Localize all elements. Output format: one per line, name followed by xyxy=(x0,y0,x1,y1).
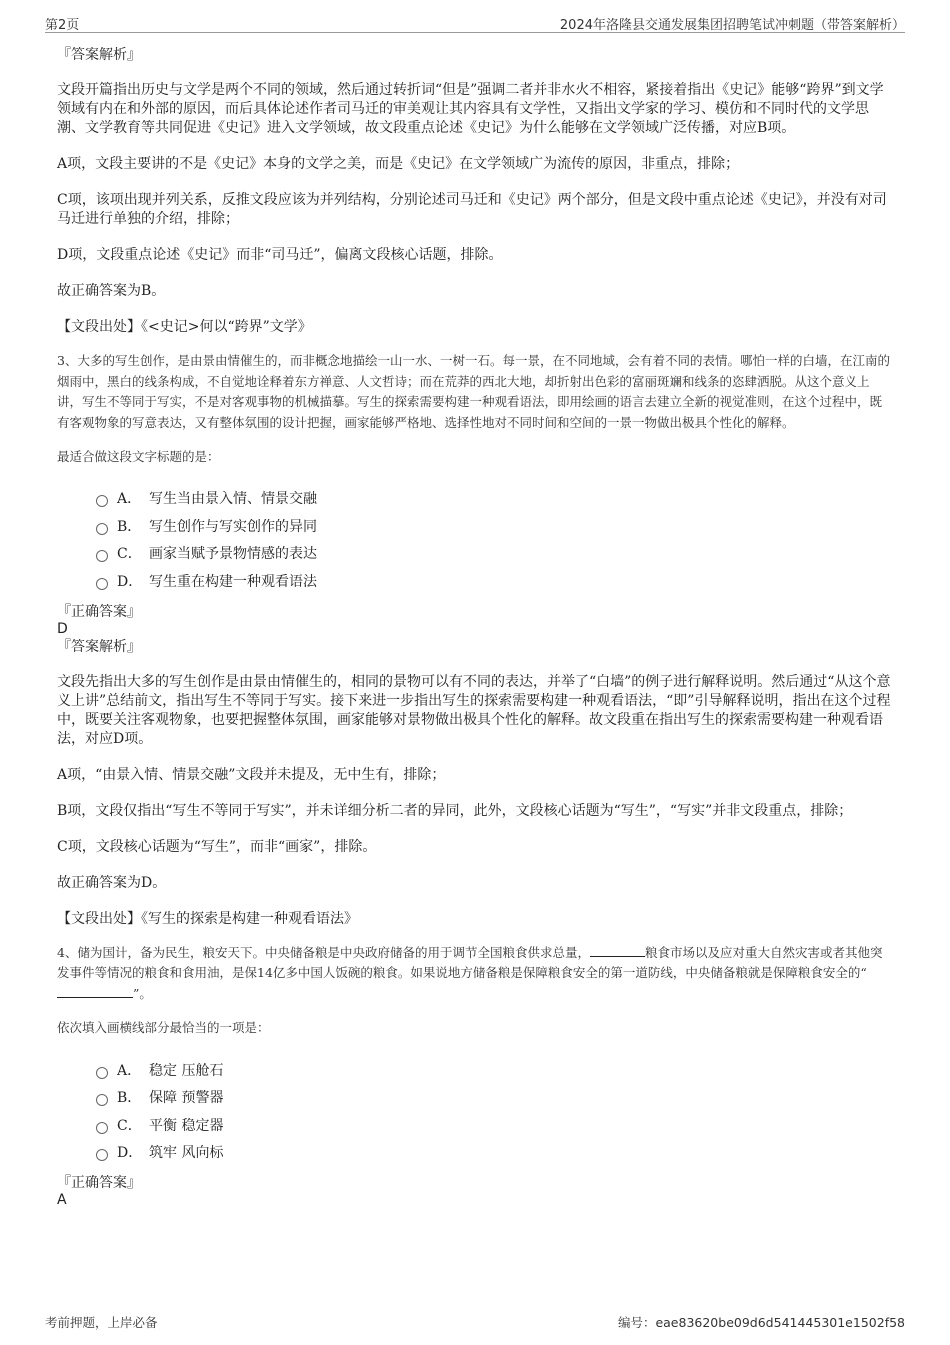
q4-option-b[interactable]: B． 保障 预警器 xyxy=(96,1083,893,1111)
radio-icon[interactable] xyxy=(96,523,108,535)
q4-option-d[interactable]: D． 筑牢 风向标 xyxy=(96,1139,893,1167)
q3-conclusion: 故正确答案为D。 xyxy=(57,874,167,891)
q2-conclusion: 故正确答案为B。 xyxy=(57,283,166,299)
q3-analysis-label: 『答案解析』 xyxy=(57,638,141,655)
q3-option-c-analysis: C项，文段核心话题为“写生”，而非“画家”，排除。 xyxy=(57,838,377,855)
document-code: 编号：eae83620be09d6d541445301e1502f58 xyxy=(617,1315,905,1330)
q2-option-d-analysis: D项，文段重点论述《史记》而非“司马迁”，偏离文段核心话题，排除。 xyxy=(57,247,503,263)
radio-icon[interactable] xyxy=(96,1094,108,1106)
page-number: 第2页 xyxy=(45,18,80,33)
q3-correct-label: 『正确答案』 xyxy=(57,603,141,620)
q3-options xyxy=(96,485,893,595)
q2-source: 【文段出处】《<史记>何以“跨界”文学》 xyxy=(57,319,312,335)
q3-stem: 3、大多的写生创作，是由景由情催生的，而非概念地描绘一山一水、一树一石。每一景，在不同地域，会有着不同的表情。哪怕一样的白墙，在江南的烟雨中，黑白的线条构成，不自觉地诠释着东方禅意、人文哲诗；而在荒莽的西北大地，却折射出色彩的富丽斑斓和线条的恣肆洒脱。从这个意义上讲，写生不等同于写实，不是对客观事物的机械描摹。写生的探索需要构建一种观看语法，即用绘画的语言去建立全新的视觉准则，在这个过程中，既有客观物象的写意表达，又有整体氛围的设计把握，画家能够严格地、选择性地对不同时间和空间的一景一物做出极具个性化的解释。 xyxy=(57,353,890,430)
radio-icon[interactable] xyxy=(96,1122,108,1134)
q2-analysis: 文段开篇指出历史与文学是两个不同的领域，然后通过转折词“但是”强调二者并非水火不相容，紧接着指出《史记》能够“跨界”到文学领域有内在和外部的原因，而后具体论述作者司马迁的审美观让其内容具有文学性，又指出文学家的学习、模仿和不同时代的文学思潮、文学教育等共同促进《史记》进入文学领域，故文段重点论述《史记》为什么能够在文学领域广泛传播，对应B项。 xyxy=(57,82,884,136)
q4-question: 依次填入画横线部分最恰当的一项是： xyxy=(57,1020,270,1036)
q4-correct-answer: A xyxy=(57,1192,67,1209)
page-content xyxy=(57,46,893,1209)
q4-options xyxy=(96,1056,893,1166)
q2-option-c-analysis: C项，该项出现并列关系，反推文段应该为并列结构，分别论述司马迁和《史记》两个部分，但是文段中重点论述《史记》，并没有对司马迁进行单独的介绍，排除； xyxy=(57,192,887,227)
document-title: 2024年洛隆县交通发展集团招聘笔试冲刺题（带答案解析） xyxy=(559,18,905,33)
radio-icon[interactable] xyxy=(96,495,108,507)
q3-option-a[interactable]: A． 写生当由景入情、情景交融 xyxy=(96,485,893,513)
q4-correct-label: 『正确答案』 xyxy=(57,1175,141,1192)
radio-icon[interactable] xyxy=(96,550,108,562)
page-header xyxy=(45,12,905,33)
page-footer xyxy=(45,1313,905,1333)
q2-option-a-analysis: A项，文段主要讲的不是《史记》本身的文学之美，而是《史记》在文学领域广为流传的原因，非重点，排除； xyxy=(57,156,740,172)
q3-source: 【文段出处】《写生的探索是构建一种观看语法》 xyxy=(57,910,358,927)
q2-analysis-label: 『答案解析』 xyxy=(57,47,141,63)
fill-blank xyxy=(590,943,645,957)
q4-option-a[interactable]: A． 稳定 压舱石 xyxy=(96,1056,893,1084)
q4-stem: 4、储为国计，备为民生，粮安天下。中央储备粮是中央政府储备的用于调节全国粮食供求总量， 粮食市场以及应对重大自然灾害或者其他突发事件等情况的粮食和食用油，是保14亿多中国人饭碗的粮食。如果说地方储备粮是保障粮食安全的第一道防线，中央储备粮就是保障粮食安全的“”。 xyxy=(57,944,883,1001)
q3-option-b[interactable]: B． 写生创作与写实创作的异同 xyxy=(96,512,893,540)
footer-slogan: 考前押题，上岸必备 xyxy=(45,1315,158,1330)
q3-option-b-analysis: B项，文段仅指出“写生不等同于写实”，并未详细分析二者的异同，此外，文段核心话题为“写生”，“写实”并非文段重点，排除； xyxy=(57,802,853,819)
radio-icon[interactable] xyxy=(96,1067,108,1079)
q3-correct-answer: D xyxy=(57,620,68,637)
q4-option-c[interactable]: C． 平衡 稳定器 xyxy=(96,1111,893,1139)
radio-icon[interactable] xyxy=(96,578,108,590)
q3-option-a-analysis: A项，“由景入情、情景交融”文段并未提及，无中生有，排除； xyxy=(57,766,446,783)
q3-option-d[interactable]: D． 写生重在构建一种观看语法 xyxy=(96,567,893,595)
radio-icon[interactable] xyxy=(96,1149,108,1161)
q3-option-c[interactable]: C． 画家当赋予景物情感的表达 xyxy=(96,540,893,568)
q3-analysis: 文段先指出大多的写生创作是由景由情催生的，相同的景物可以有不同的表达，并举了“白墙”的例子进行解释说明。然后通过“从这个意义上讲”总结前文，指出写生不等同于写实。接下来进一步指出写生的探索需要构建一种观看语法，“即”引导解释说明，指出在这个过程中，既要关注客观物象，也要把握整体氛围，画家能够对景物做出极具个性化的解释。故文段重在指出写生的探索需要构建一种观看语法，对应D项。 xyxy=(57,673,891,747)
q3-question: 最适合做这段文字标题的是： xyxy=(57,449,220,464)
fill-blank xyxy=(57,984,133,998)
